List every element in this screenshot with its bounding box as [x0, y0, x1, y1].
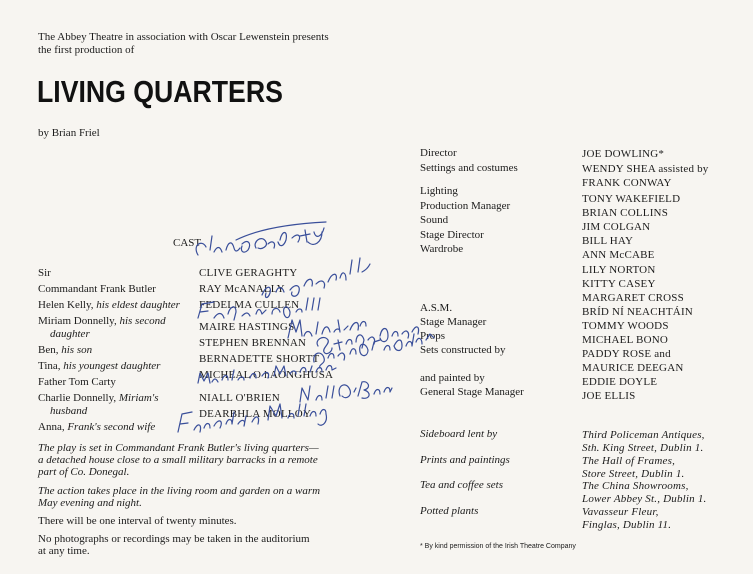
crew-label-props: Props	[420, 330, 446, 342]
crew-label-painted: and painted by	[420, 372, 485, 384]
actor-micheal: MICHEAL O hAONGHUSA	[199, 369, 334, 381]
crew-name-sets-2: MAURICE DEEGAN	[582, 362, 684, 374]
actor-maire: MAIRE HASTINGS	[199, 321, 295, 333]
role-sir: Sir	[38, 267, 51, 279]
crew-label-asm: A.S.M.	[420, 302, 453, 314]
crew-name-painted: EDDIE DOYLE	[582, 376, 658, 388]
credit-name-plants-1: Vavasseur Fleur,	[582, 506, 659, 518]
intro-line-1: The Abbey Theatre in association with Oscar Lewenstein presents	[38, 31, 329, 43]
setting-note-1: The play is set in Commandant Frank Butler's living quarters—	[38, 442, 319, 454]
crew-name-sound: JIM COLGAN	[582, 221, 651, 233]
credit-name-sideboard-2: Sth. King Street, Dublin 1.	[582, 442, 704, 454]
crew-name-gsm: JOE ELLIS	[582, 390, 636, 402]
credit-label-plants: Potted plants	[420, 505, 479, 517]
signature-stephen	[317, 327, 418, 354]
actor-fedelma: FEDELMA CULLEN	[199, 299, 300, 311]
crew-label-sets: Sets constructed by	[420, 344, 506, 356]
role-frank: Commandant Frank Butler	[38, 283, 156, 295]
role-charlie-cont: husband	[50, 405, 88, 417]
cast-heading: CAST	[173, 237, 202, 249]
footnote: * By kind permission of the Irish Theatre Company	[420, 543, 576, 550]
actor-ray: RAY McANALLY	[199, 283, 285, 295]
actor-clive: CLIVE GERAGHTY	[199, 267, 298, 279]
actor-dearbhla: DEARBHLA MOLLOY	[199, 408, 312, 420]
crew-name-stage-director: BILL HAY	[582, 235, 634, 247]
actor-bernadette: BERNADETTE SHORTT	[199, 353, 320, 365]
role-miriam: Miriam Donnelly, his second	[38, 315, 166, 327]
setting-note-2: a detached house close to a small military barracks in a remote	[38, 454, 318, 466]
credit-label-sideboard: Sideboard lent by	[420, 428, 498, 440]
crew-name-lighting: TONY WAKEFIELD	[582, 193, 681, 205]
credit-name-plants-2: Finglas, Dublin 11.	[582, 519, 672, 531]
signature-bernadette	[314, 334, 434, 368]
crew-name-wardrobe-1: ANN McCABE	[582, 249, 655, 261]
credit-name-tea-1: The China Showrooms,	[582, 480, 689, 492]
action-note-1: The action takes place in the living room and garden on a warm	[38, 485, 321, 497]
role-tom: Father Tom Carty	[38, 376, 116, 388]
crew-label-stage-director: Stage Director	[420, 229, 484, 241]
credit-name-prints-2: Store Street, Dublin 1.	[582, 468, 685, 480]
crew-name-settings-1: WENDY SHEA assisted by	[582, 163, 709, 175]
role-tina: Tina, his youngest daughter	[38, 360, 161, 372]
crew-label-settings: Settings and costumes	[420, 162, 518, 174]
credit-label-tea: Tea and coffee sets	[420, 479, 503, 491]
actor-niall: NIALL O'BRIEN	[199, 392, 280, 404]
photos-note-1: No photographs or recordings may be taken in the auditorium	[38, 533, 310, 545]
crew-label-director: Director	[420, 147, 457, 159]
crew-name-props: MICHAEL BONO	[582, 334, 669, 346]
crew-label-gsm: General Stage Manager	[420, 386, 524, 398]
setting-note-3: part of Co. Donegal.	[38, 466, 130, 478]
crew-name-production: BRIAN COLLINS	[582, 207, 669, 219]
play-title: LIVING QUARTERS	[37, 74, 283, 109]
crew-label-stage-manager: Stage Manager	[420, 316, 487, 328]
role-anna: Anna, Frank's second wife	[38, 421, 156, 433]
crew-label-wardrobe: Wardrobe	[420, 243, 464, 255]
action-note-2: May evening and night.	[38, 497, 142, 509]
credit-name-tea-2: Lower Abbey St., Dublin 1.	[582, 493, 707, 505]
photos-note-2: at any time.	[38, 545, 90, 557]
actor-stephen: STEPHEN BRENNAN	[199, 337, 307, 349]
interval-note: There will be one interval of twenty minutes.	[38, 515, 237, 527]
role-miriam-cont: daughter	[50, 328, 90, 340]
crew-name-sets-1: PADDY ROSE and	[582, 348, 671, 360]
signature-maire	[288, 320, 366, 338]
crew-name-asm: BRÍD NÍ NEACHTÁIN	[582, 306, 693, 318]
crew-name-director: JOE DOWLING*	[582, 148, 665, 160]
crew-label-production: Production Manager	[420, 200, 511, 212]
credit-name-sideboard-1: Third Policeman Antiques,	[582, 429, 705, 441]
signature-niall	[300, 382, 392, 402]
crew-name-settings-2: FRANK CONWAY	[582, 177, 672, 189]
signature-clive	[196, 222, 326, 255]
credit-name-prints-1: The Hall of Frames,	[582, 455, 676, 467]
crew-name-wardrobe-2: LILY NORTON	[582, 264, 656, 276]
intro-line-2: the first production of	[38, 44, 135, 56]
role-ben: Ben, his son	[38, 344, 93, 356]
crew-label-lighting: Lighting	[420, 185, 458, 197]
crew-name-stage-manager: TOMMY WOODS	[582, 320, 669, 332]
crew-label-sound: Sound	[420, 214, 449, 226]
crew-name-wardrobe-4: MARGARET CROSS	[582, 292, 684, 304]
crew-name-wardrobe-3: KITTY CASEY	[582, 278, 656, 290]
role-charlie: Charlie Donnelly, Miriam's	[38, 392, 159, 404]
role-helen: Helen Kelly, his eldest daughter	[38, 299, 180, 311]
credit-label-prints: Prints and paintings	[420, 454, 510, 466]
byline: by Brian Friel	[38, 127, 100, 139]
